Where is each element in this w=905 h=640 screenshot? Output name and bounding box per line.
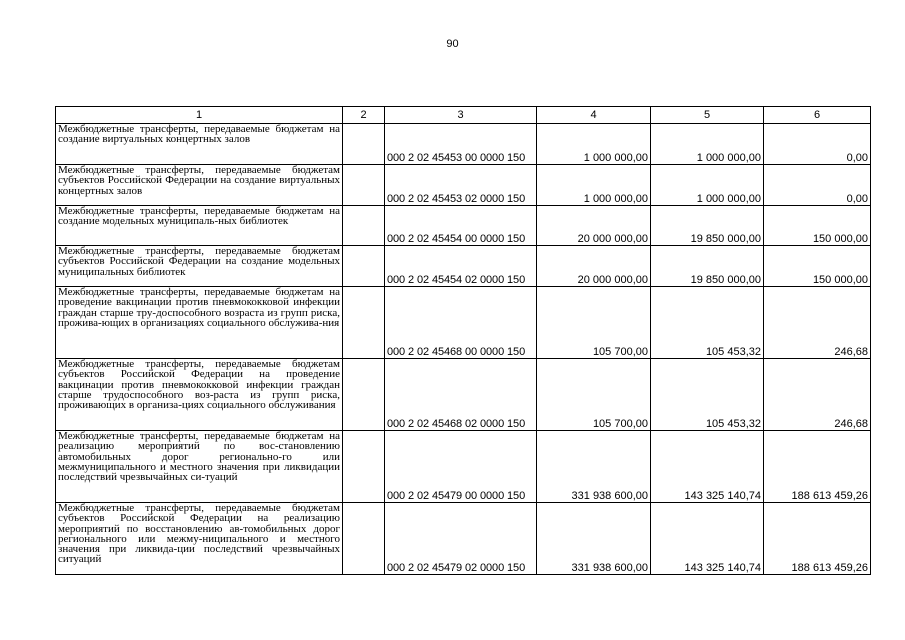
- row-description: Межбюджетные трансферты, передаваемые бюджетам субъектов Российской Федерации на создание модельных муниципальных библиотек: [56, 246, 343, 287]
- row-description: Межбюджетные трансферты, передаваемые бюджетам субъектов Российской Федерации на проведение вакцинации против пневмококковой инфекции граждан старше трудоспособного воз-раста из групп риска, проживающих в организа-циях социального обслуживания: [56, 359, 343, 431]
- row-budget-code: 000 2 02 45479 00 0000 150: [385, 431, 537, 503]
- row-col2: [343, 246, 385, 287]
- row-col5-amount: 143 325 140,74: [651, 503, 764, 575]
- table-row: [56, 431, 871, 503]
- column-header: 5: [651, 107, 764, 124]
- row-col4-amount: 1 000 000,00: [537, 165, 651, 206]
- column-header: 4: [537, 107, 651, 124]
- row-col6-amount: 150 000,00: [764, 246, 871, 287]
- table-row: [56, 246, 871, 287]
- row-col5-amount: 1 000 000,00: [651, 165, 764, 206]
- row-col5-amount: 105 453,32: [651, 359, 764, 431]
- row-col4-amount: 105 700,00: [537, 359, 651, 431]
- table-header-row: [56, 107, 871, 124]
- row-description: Межбюджетные трансферты, передаваемые бюджетам на создание виртуальных концертных залов: [56, 124, 343, 165]
- row-budget-code: 000 2 02 45453 00 0000 150: [385, 124, 537, 165]
- row-col6-amount: 188 613 459,26: [764, 503, 871, 575]
- row-col2: [343, 503, 385, 575]
- row-col4-amount: 20 000 000,00: [537, 246, 651, 287]
- row-budget-code: 000 2 02 45468 00 0000 150: [385, 287, 537, 359]
- row-col2: [343, 359, 385, 431]
- table-row: [56, 124, 871, 165]
- row-col2: [343, 165, 385, 206]
- row-col6-amount: 150 000,00: [764, 206, 871, 246]
- column-header: 1: [56, 107, 343, 124]
- row-budget-code: 000 2 02 45454 00 0000 150: [385, 206, 537, 246]
- table-row: [56, 359, 871, 431]
- row-col6-amount: 246,68: [764, 287, 871, 359]
- row-col4-amount: 105 700,00: [537, 287, 651, 359]
- row-col6-amount: 0,00: [764, 165, 871, 206]
- row-col2: [343, 124, 385, 165]
- column-header: 2: [343, 107, 385, 124]
- row-budget-code: 000 2 02 45453 02 0000 150: [385, 165, 537, 206]
- row-col5-amount: 19 850 000,00: [651, 246, 764, 287]
- row-col4-amount: 331 938 600,00: [537, 503, 651, 575]
- row-budget-code: 000 2 02 45454 02 0000 150: [385, 246, 537, 287]
- budget-transfers-table: [55, 106, 871, 575]
- table-row: [56, 287, 871, 359]
- row-description: Межбюджетные трансферты, передаваемые бюджетам субъектов Российской Федерации на реализацию мероприятий по восстановлению ав-томобильных дорог регионального или межму-ниципального и местного значения при ликвида-ции последствий чрезвычайных ситуаций: [56, 503, 343, 575]
- row-col6-amount: 246,68: [764, 359, 871, 431]
- row-budget-code: 000 2 02 45479 02 0000 150: [385, 503, 537, 575]
- row-description: Межбюджетные трансферты, передаваемые бюджетам на проведение вакцинации против пневмококковой инфекции граждан старше тру-доспособного возраста из групп риска, прожива-ющих в организациях социального обслужива-ния: [56, 287, 343, 359]
- row-col5-amount: 1 000 000,00: [651, 124, 764, 165]
- row-description: Межбюджетные трансферты, передаваемые бюджетам на реализацию мероприятий по вос-становлению автомобильных дорог регионально-го или межмуниципального и местного значения при ликвидации последствий чрезвычайных си-туаций: [56, 431, 343, 503]
- table-row: [56, 503, 871, 575]
- row-col5-amount: 105 453,32: [651, 287, 764, 359]
- row-col2: [343, 287, 385, 359]
- row-col4-amount: 20 000 000,00: [537, 206, 651, 246]
- column-header: 3: [385, 107, 537, 124]
- table-row: [56, 206, 871, 246]
- row-col2: [343, 206, 385, 246]
- row-col4-amount: 1 000 000,00: [537, 124, 651, 165]
- row-col5-amount: 143 325 140,74: [651, 431, 764, 503]
- column-header: 6: [764, 107, 871, 124]
- table-row: [56, 165, 871, 206]
- row-description: Межбюджетные трансферты, передаваемые бюджетам на создание модельных муниципаль-ных библиотек: [56, 206, 343, 246]
- row-col2: [343, 431, 385, 503]
- row-budget-code: 000 2 02 45468 02 0000 150: [385, 359, 537, 431]
- page-number: 90: [446, 38, 459, 50]
- row-col5-amount: 19 850 000,00: [651, 206, 764, 246]
- row-col6-amount: 188 613 459,26: [764, 431, 871, 503]
- row-description: Межбюджетные трансферты, передаваемые бюджетам субъектов Российской Федерации на создание виртуальных концертных залов: [56, 165, 343, 206]
- row-col6-amount: 0,00: [764, 124, 871, 165]
- row-col4-amount: 331 938 600,00: [537, 431, 651, 503]
